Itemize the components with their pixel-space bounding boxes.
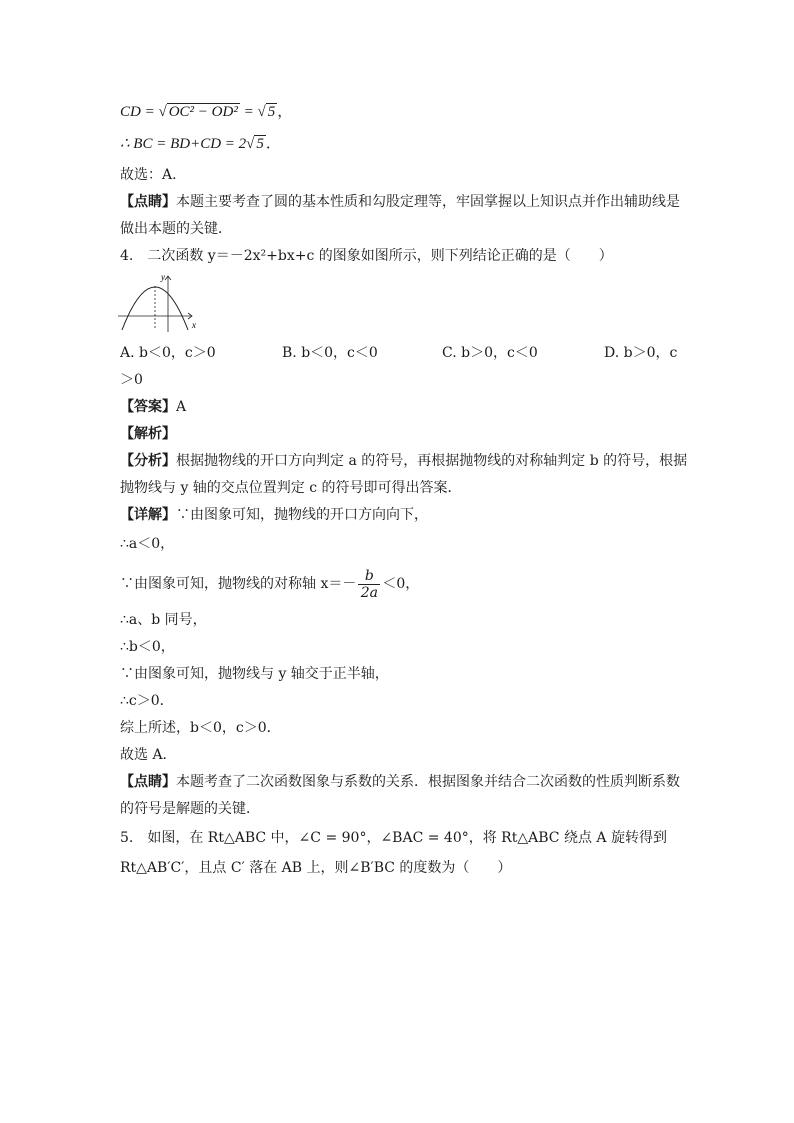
sqrt5-a: 5 <box>267 104 276 120</box>
fenxi-text-1: 根据抛物线的开口方向判定 a 的符号，再根据抛物线的对称轴判定 b 的符号，根据 <box>176 453 688 469</box>
line-cd: CD = √ OC² − OD² = √ 5 ， <box>120 104 293 120</box>
tag-dianjing: 【点睛】 <box>120 194 176 210</box>
line-choose-a: 故选：A. <box>120 167 177 183</box>
q4-option-c: C. b＞0，c＜0 <box>442 345 538 361</box>
sqrt-oc-od: √ OC² − OD² <box>158 104 238 120</box>
tag-fenxi: 【分析】 <box>120 453 176 469</box>
answer-value: A <box>176 399 187 415</box>
tag-answer: 【答案】 <box>120 399 176 415</box>
answer-line <box>120 397 186 417</box>
xiangjie-text-3b: ＜0， <box>382 576 420 592</box>
q4-option-d-cont: ＞0 <box>120 372 143 388</box>
bc-prefix: ∴ BC = BD+CD = 2 <box>120 136 247 152</box>
fraction-b-2a <box>358 568 380 601</box>
frac-numerator: b <box>364 567 374 584</box>
cd-end: ， <box>277 104 293 120</box>
sqrt5-b: 5 <box>256 136 264 152</box>
tag-jiexi: 【解析】 <box>120 426 176 442</box>
q5-line-2: Rt△AB′C′，且点 C′ 落在 AB 上，则∠B′BC 的度数为（ ） <box>120 860 512 876</box>
bc-end: ． <box>265 136 281 152</box>
tag-dianjing-2: 【点睛】 <box>120 774 176 790</box>
parabola-figure <box>118 272 198 334</box>
xiangjie-text-3a: ∵由图象可知，抛物线的对称轴 x＝－ <box>120 576 357 592</box>
dianjing2-text-1: 本题考查了二次函数图象与系数的关系．根据图象并结合二次函数的性质判断系数 <box>176 774 680 790</box>
q4-stem: 4. 二次函数 y＝－2x²+bx+c 的图象如图所示，则下列结论正确的是（ ） <box>120 248 613 264</box>
cd-prefix: CD = <box>120 104 159 120</box>
fenxi-line-1 <box>120 451 687 471</box>
xiangjie-text-1: ∵由图象可知，抛物线的开口方向向下， <box>176 507 428 523</box>
xiangjie-line-8: 综上所述，b＜0，c＞0． <box>120 720 281 736</box>
xiangjie-line-4: ∴a、b 同号， <box>120 612 207 628</box>
q4-option-b: B. b＜0，c＜0 <box>282 345 378 361</box>
line-dianjing-2: 做出本题的关键． <box>120 221 232 237</box>
dianjing2-line-1 <box>120 772 680 792</box>
xiangjie-line-7: ∴c＞0． <box>120 693 174 709</box>
dianjing-text-1: 本题主要考查了圆的基本性质和勾股定理等，牢固掌握以上知识点并作出辅助线是 <box>176 194 680 210</box>
tag-xiangjie: 【详解】 <box>120 507 176 523</box>
x-label: x <box>192 320 196 330</box>
cd-eq: = <box>239 104 258 120</box>
xiangjie-line-3 <box>120 566 419 602</box>
xiangjie-line-9: 故选 A． <box>120 747 177 763</box>
line-dianjing-1 <box>120 192 680 212</box>
line-bc: ∴ BC = BD+CD = 2√ 5 ． <box>120 136 281 152</box>
xiangjie-line-6: ∵由图象可知，抛物线与 y 轴交于正半轴， <box>120 666 389 682</box>
xiangjie-line-1 <box>120 505 428 525</box>
q5-line-1: 5. 如图，在 Rt△ABC 中，∠C = 90°，∠BAC = 40°，将 Rt△ABC 绕点 A 旋转得到 <box>120 830 667 846</box>
frac-denominator: 2a <box>360 584 378 601</box>
q4-option-a: A. b＜0，c＞0 <box>120 345 216 361</box>
xiangjie-line-5: ∴b＜0， <box>120 639 175 655</box>
q4-option-d: D. b＞0，c <box>604 345 678 361</box>
fenxi-line-2: 抛物线与 y 轴的交点位置判定 c 的符号即可得出答案． <box>120 480 462 496</box>
dianjing2-line-2: 的符号是解题的关键． <box>120 801 260 817</box>
y-label: y <box>161 272 165 282</box>
xiangjie-line-2: ∴a＜0， <box>120 536 175 552</box>
radicand-oc-od: OC² − OD² <box>168 104 238 120</box>
